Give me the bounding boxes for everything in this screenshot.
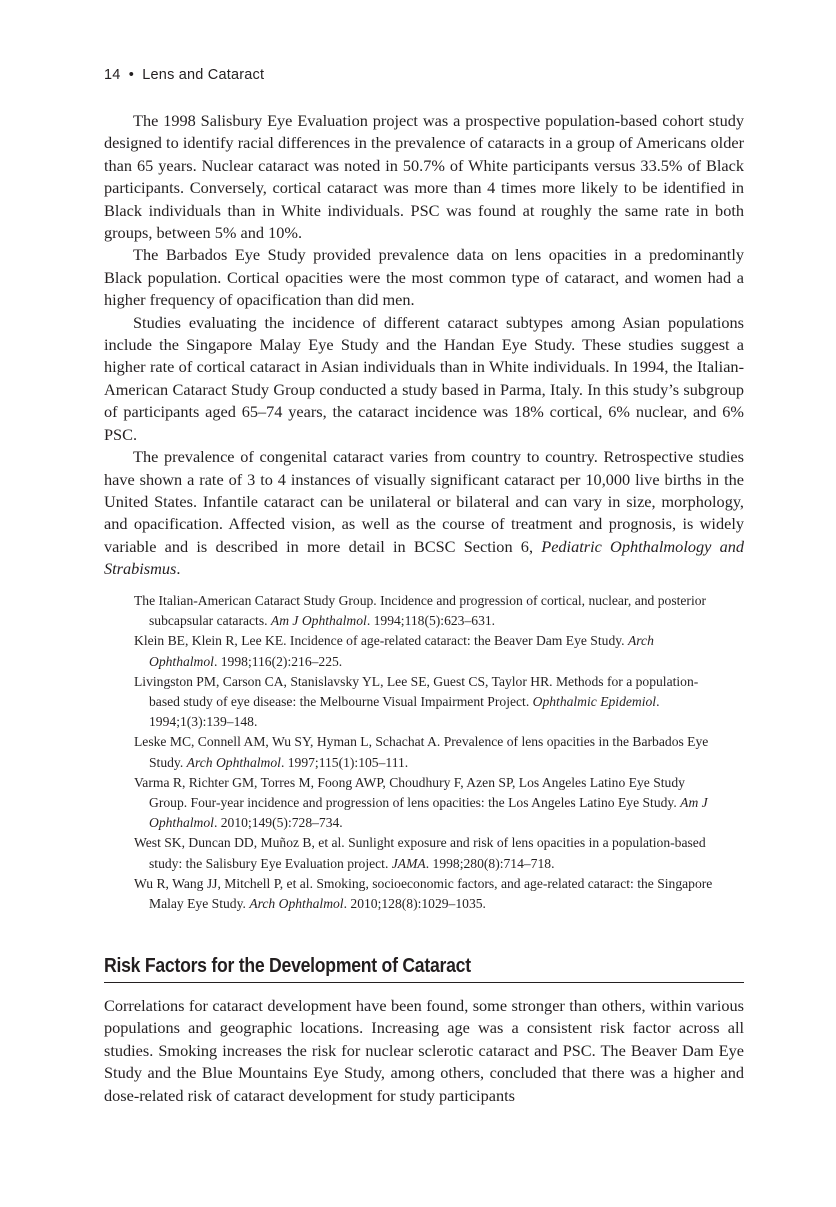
paragraph-barbados: The Barbados Eye Study provided prevalence data on lens opacities in a predominantly Black population. Cortical opacities were the most common type of cataract, and women had a higher frequency of opacification than did men. <box>104 245 744 310</box>
reference-item: Livingston PM, Carson CA, Stanislavsky YL, Lee SE, Guest CS, Taylor HR. Methods for a population-based study of eye disease: the Melbourne Visual Impairment Project. Ophthalmic Epidemiol. 1994;1(3):139–148. <box>134 673 699 730</box>
running-head <box>104 67 264 83</box>
reference-item: Wu R, Wang JJ, Mitchell P, et al. Smoking, socioeconomic factors, and age-related cataract: the Singapore Malay Eye Study. Arch Ophthalmol. 2010;128(8):1029–1035. <box>134 875 713 912</box>
paragraph-congenital: The prevalence of congenital cataract varies from country to country. Retrospective studies have shown a rate of 3 to 4 instances of visually significant cataract per 10,000 live births in the United States. Infantile cataract can be unilateral or bilateral and can vary in size, morphology, and opacification. Affected vision, as well as the course of treatment and prognosis, is widely variable and is described in more detail in BCSC Section 6, Pediatric Ophthalmology and Strabismus. <box>104 447 744 579</box>
section-body <box>104 995 744 1107</box>
paragraph-salisbury: The 1998 Salisbury Eye Evaluation project was a prospective population-based cohort study designed to identify racial differences in the prevalence of cataracts in a group of Americans older than 65 years. Nuclear cataract was noted in 50.7% of White participants versus 33.5% of Black participants. Conversely, cortical cataract was more than 4 times more likely to be identified in Black individuals than in White individuals. PSC was found at roughly the same rate in both groups, between 5% and 10%. <box>104 111 744 243</box>
reference-item: Leske MC, Connell AM, Wu SY, Hyman L, Schachat A. Prevalence of lens opacities in the Barbados Eye Study. Arch Ophthalmol. 1997;115(1):105–111. <box>134 734 709 770</box>
reference-item: The Italian-American Cataract Study Group. Incidence and progression of cortical, nuclear, and posterior subcapsular cataracts. Am J Ophthalmol. 1994;118(5):623–631. <box>134 593 707 629</box>
reference-item: West SK, Duncan DD, Muñoz B, et al. Sunlight exposure and risk of lens opacities in a population-based study: the Salisbury Eye Evaluation project. JAMA. 1998;280(8):714–718. <box>134 835 706 871</box>
paragraph-asian-studies: Studies evaluating the incidence of different cataract subtypes among Asian populations include the Singapore Malay Eye Study and the Handan Eye Study. These studies suggest a higher rate of cortical cataract in Asian individuals than in White individuals. In 1994, the Italian-American Cataract Study Group conducted a study based in Parma, Italy. In this study’s subgroup of participants aged 65–74 years, the cataract incidence was 18% cortical, 6% nuclear, and 6% PSC. <box>104 312 744 444</box>
chapter-title: Lens and Cataract <box>142 67 265 83</box>
section-heading-block <box>104 953 744 983</box>
section-heading: Risk Factors for the Development of Cataract <box>104 954 471 977</box>
reference-list <box>134 591 724 914</box>
paragraph-risk-factors: Correlations for cataract development have been found, some stronger than others, within various populations and geographic locations. Increasing age was a consistent risk factor across all studies. Smoking increases the risk for nuclear sclerotic cataract and PSC. The Beaver Dam Eye Study and the Blue Mountains Eye Study, among others, concluded that there was a higher and dose-related risk of cataract development for study participants <box>104 996 744 1105</box>
reference-item: Varma R, Richter GM, Torres M, Foong AWP, Choudhury F, Azen SP, Los Angeles Latino Eye Study Group. Four-year incidence and progression of lens opacities: the Los Angeles Latino Eye Study. Am J Ophthalmol. 2010;149(5):728–734. <box>134 774 708 831</box>
reference-item: Klein BE, Klein R, Lee KE. Incidence of age-related cataract: the Beaver Dam Eye Study. Arch Ophthalmol. 1998;116(2):216–225. <box>134 633 654 669</box>
body-text <box>104 110 744 581</box>
book-title: Pediatric Ophthalmology and Strabismus <box>104 536 744 579</box>
page-number: 14 <box>104 67 121 83</box>
bullet-separator: • <box>128 67 135 83</box>
